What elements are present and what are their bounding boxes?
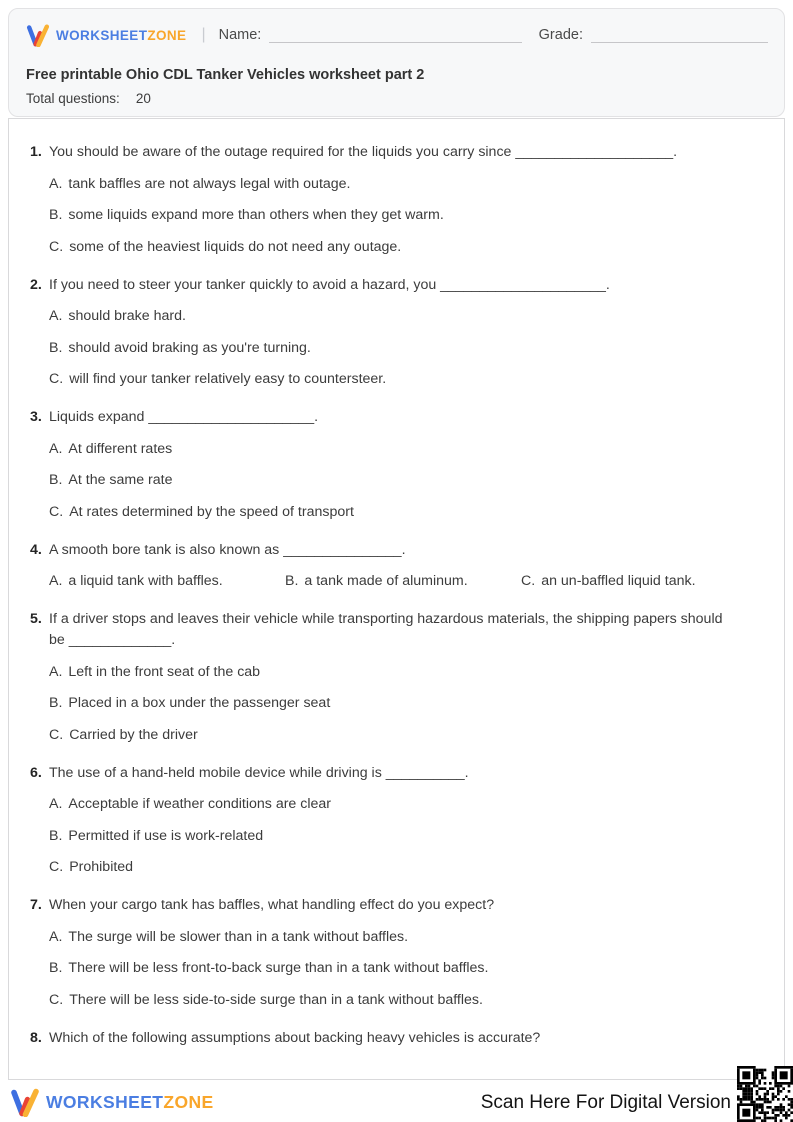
answer-option	[521, 571, 758, 592]
worksheetzone-logo	[26, 24, 186, 47]
name-blank-line	[269, 28, 521, 43]
answer-option	[49, 794, 758, 815]
question-number: 5.	[30, 611, 42, 627]
question-text: A smooth bore tank is also known as _______________.	[49, 541, 406, 558]
question-number: 2.	[30, 276, 42, 293]
answer-option	[49, 857, 758, 878]
question-number: 6.	[30, 764, 42, 781]
question-head	[30, 895, 758, 916]
name-label: Name:	[218, 27, 262, 43]
option-text: should avoid braking as you're turning.	[68, 339, 311, 356]
option-letter: B.	[49, 695, 63, 711]
option-text: some liquids expand more than others when they get warm.	[68, 207, 444, 223]
question-item	[30, 275, 758, 391]
total-questions-row	[26, 91, 768, 106]
total-questions-label: Total questions:	[26, 91, 120, 106]
option-letter: C.	[49, 503, 64, 520]
option-text: At different rates	[68, 440, 173, 457]
question-item	[30, 895, 758, 1011]
question-text: Liquids expand _____________________.	[49, 409, 319, 425]
answer-option	[49, 502, 758, 523]
question-item	[30, 1028, 758, 1049]
option-text: a tank made of aluminum.	[304, 573, 468, 589]
option-text: At the same rate	[68, 472, 173, 488]
option-letter: C.	[49, 238, 64, 255]
option-text: will find your tanker relatively easy to countersteer.	[69, 371, 387, 387]
answer-option	[49, 927, 758, 948]
answer-option	[285, 571, 521, 592]
answer-option	[49, 174, 758, 195]
option-text: Prohibited	[69, 859, 134, 875]
option-letter: A.	[49, 440, 63, 457]
answer-option	[49, 369, 758, 390]
answer-option	[49, 990, 758, 1011]
option-text: Left in the front seat of the cab	[68, 663, 261, 680]
answer-options	[30, 439, 758, 523]
answer-option	[49, 958, 758, 979]
answer-options	[30, 174, 758, 258]
question-number: 4.	[30, 541, 42, 558]
question-head	[30, 609, 758, 651]
option-text: some of the heaviest liquids do not need any outage.	[69, 238, 402, 255]
option-letter: B.	[49, 207, 63, 223]
header-row	[26, 20, 768, 50]
brand-word-worksheet: WORKSHEET	[56, 27, 148, 43]
question-text: If a driver stops and leaves their vehicle while transporting hazardous materials, the shipping papers should be _____________.	[49, 611, 723, 648]
question-text: The use of a hand-held mobile device while driving is __________.	[49, 764, 469, 781]
option-letter: A.	[49, 175, 63, 192]
answer-option	[49, 338, 758, 359]
answer-option	[49, 826, 758, 847]
option-letter: B.	[49, 472, 63, 488]
grade-label: Grade:	[538, 27, 583, 43]
worksheetzone-w-icon	[26, 24, 50, 47]
option-text: At rates determined by the speed of transport	[69, 503, 354, 520]
option-text: Permitted if use is work-related	[68, 827, 264, 844]
answer-option	[49, 662, 758, 683]
option-letter: A.	[49, 663, 63, 680]
grade-blank-line	[591, 28, 768, 43]
answer-option	[49, 439, 758, 460]
answer-option	[49, 693, 758, 714]
question-item	[30, 142, 758, 258]
option-letter: A.	[49, 308, 63, 324]
question-item	[30, 407, 758, 523]
option-letter: A.	[49, 573, 63, 589]
answer-option	[49, 571, 285, 592]
answer-option	[49, 237, 758, 258]
option-letter: A.	[49, 796, 63, 812]
header-divider: |	[201, 26, 206, 43]
question-text: Which of the following assumptions about backing heavy vehicles is accurate?	[49, 1029, 541, 1046]
option-letter: B.	[285, 573, 299, 589]
worksheet-title: Free printable Ohio CDL Tanker Vehicles worksheet part 2	[26, 67, 425, 83]
question-text: You should be aware of the outage required for the liquids you carry since ____________________.	[49, 144, 678, 160]
answer-options	[30, 927, 758, 1011]
total-questions-value: 20	[135, 91, 151, 106]
option-text: Placed in a box under the passenger seat	[68, 695, 331, 711]
question-number: 3.	[30, 409, 42, 425]
option-text: an un-baffled liquid tank.	[541, 573, 696, 589]
question-item	[30, 609, 758, 746]
question-item	[30, 763, 758, 879]
option-text: should brake hard.	[68, 308, 186, 324]
option-text: tank baffles are not always legal with outage.	[68, 175, 351, 192]
questions-panel	[8, 118, 785, 1080]
option-letter: B.	[49, 827, 63, 844]
brand-word-worksheet: WORKSHEET	[46, 1092, 164, 1112]
answer-options	[30, 306, 758, 390]
question-head	[30, 763, 758, 784]
option-letter: C.	[49, 859, 64, 875]
option-text: There will be less front-to-back surge than in a tank without baffles.	[68, 960, 489, 976]
option-letter: C.	[521, 573, 536, 589]
answer-options	[30, 662, 758, 746]
brand-name	[46, 1092, 214, 1113]
question-text: When your cargo tank has baffles, what handling effect do you expect?	[49, 897, 495, 913]
question-head	[30, 1028, 758, 1049]
question-number: 1.	[30, 144, 42, 160]
option-text: There will be less side-to-side surge than in a tank without baffles.	[69, 991, 483, 1008]
option-text: Carried by the driver	[69, 726, 198, 743]
question-head	[30, 540, 758, 561]
question-head	[30, 275, 758, 296]
option-text: The surge will be slower than in a tank without baffles.	[68, 928, 409, 945]
answer-option	[49, 470, 758, 491]
answer-option	[49, 205, 758, 226]
question-item	[30, 540, 758, 593]
answer-option	[49, 306, 758, 327]
footer-worksheetzone-logo	[10, 1088, 214, 1117]
option-letter: C.	[49, 371, 64, 387]
qr-code	[737, 1066, 793, 1122]
brand-word-zone: ZONE	[163, 1092, 214, 1112]
option-text: Acceptable if weather conditions are clear	[68, 796, 332, 812]
option-letter: A.	[49, 928, 63, 945]
option-letter: B.	[49, 339, 63, 356]
option-letter: B.	[49, 960, 63, 976]
brand-name	[56, 28, 186, 43]
answer-options	[30, 561, 758, 593]
question-number: 8.	[30, 1029, 42, 1046]
worksheetzone-w-icon	[10, 1088, 40, 1117]
brand-word-zone: ZONE	[147, 27, 187, 43]
option-letter: C.	[49, 991, 64, 1008]
header-card	[8, 8, 785, 117]
option-text: a liquid tank with baffles.	[68, 573, 223, 589]
question-head	[30, 407, 758, 428]
question-number: 7.	[30, 897, 42, 913]
footer	[10, 1083, 793, 1122]
question-text: If you need to steer your tanker quickly to avoid a hazard, you _____________________.	[49, 276, 610, 293]
answer-options	[30, 794, 758, 878]
answer-option	[49, 725, 758, 746]
scan-here-text: Scan Here For Digital Version	[480, 1091, 731, 1113]
question-head	[30, 142, 758, 163]
option-letter: C.	[49, 726, 64, 743]
